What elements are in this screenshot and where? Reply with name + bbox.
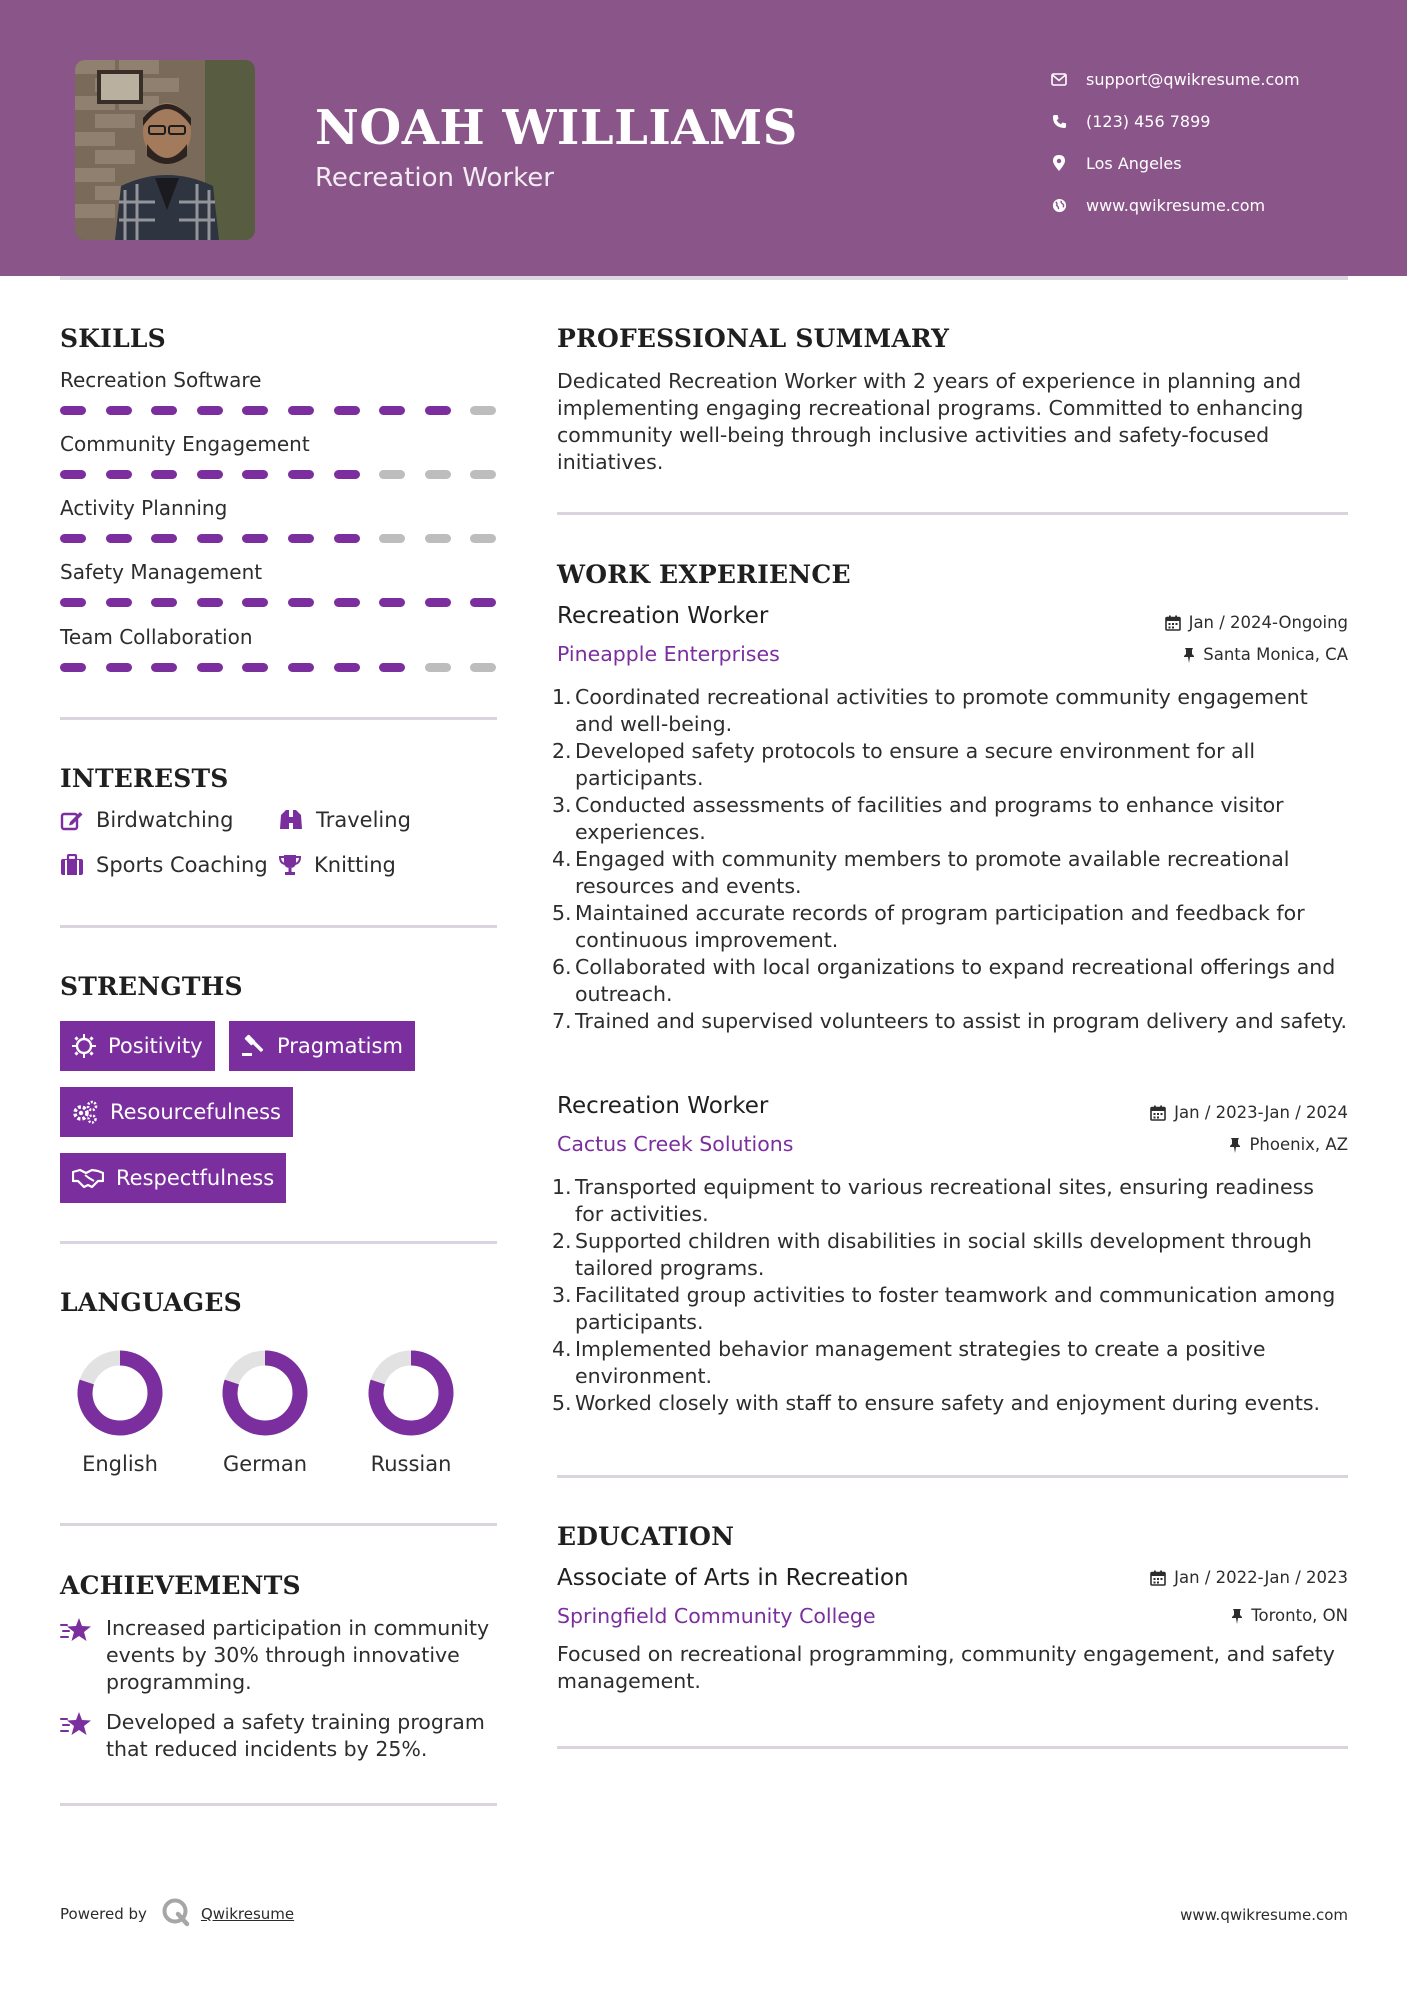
language-donut: [366, 1348, 456, 1438]
envelope-icon: [1050, 70, 1068, 88]
skill-dash-filled: [242, 663, 268, 672]
skill-dash-filled: [197, 470, 223, 479]
interests-heading: INTERESTS: [60, 764, 229, 793]
achievement-text: Developed a safety training program that reduced incidents by 25%.: [106, 1710, 485, 1761]
skill-dash-filled: [151, 470, 177, 479]
calendar-icon: [1165, 615, 1181, 631]
powered-by-text: Powered by: [60, 1905, 147, 1923]
section-divider: [60, 1241, 497, 1244]
language-name: English: [82, 1452, 158, 1476]
job-bullets: [552, 684, 1347, 1035]
section-divider: [557, 512, 1348, 515]
interest-item: [60, 853, 268, 877]
skill-dash-filled: [60, 406, 86, 415]
sun-icon: [72, 1034, 96, 1058]
contact-phone-text: (123) 456 7899: [1086, 111, 1211, 131]
language-item: [60, 1348, 180, 1476]
profile-photo-image: [75, 60, 255, 240]
achievements-heading: ACHIEVEMENTS: [60, 1571, 301, 1600]
skill-dash-empty: [470, 470, 496, 479]
skill-name: Recreation Software: [60, 368, 262, 392]
skill-dash-filled: [242, 598, 268, 607]
skills-heading: SKILLS: [60, 324, 166, 353]
strengths-heading: STRENGTHS: [60, 972, 243, 1001]
list-item: 4. Implemented behavior management strategies to create a positive environment.: [552, 1336, 1347, 1390]
pushpin-icon: [1231, 1608, 1243, 1624]
bullet-text: Supported children with disabilities in social skills development through tailored programs.: [575, 1229, 1312, 1280]
skill-dash-filled: [425, 598, 451, 607]
strength-label: Respectfulness: [116, 1166, 275, 1190]
education-location: [1231, 1606, 1348, 1625]
summary-heading: PROFESSIONAL SUMMARY: [557, 324, 950, 353]
skill-dash-filled: [288, 406, 314, 415]
skill-dash-filled: [334, 406, 360, 415]
skill-dash-filled: [242, 470, 268, 479]
gears-icon: [72, 1100, 98, 1124]
skill-dash-filled: [60, 470, 86, 479]
skill-dash-filled: [60, 598, 86, 607]
education-degree: Associate of Arts in Recreation: [557, 1565, 909, 1591]
skill-dash-filled: [334, 663, 360, 672]
education-heading: EDUCATION: [557, 1522, 735, 1551]
skill-dash-filled: [288, 470, 314, 479]
skill-dash-filled: [242, 534, 268, 543]
interest-item: [278, 808, 411, 832]
star-badge-icon: [60, 1615, 94, 1696]
job-bullets: [552, 1174, 1347, 1417]
achievement-item: [60, 1615, 500, 1696]
skill-dash-filled: [106, 470, 132, 479]
job-company: Cactus Creek Solutions: [557, 1132, 794, 1156]
skill-dash-filled: [106, 663, 132, 672]
bullet-text: Facilitated group activities to foster teamwork and communication among participants.: [575, 1283, 1336, 1334]
list-item: 5. Maintained accurate records of program participation and feedback for continuous improvement.: [552, 900, 1347, 954]
skill-dash-empty: [470, 534, 496, 543]
footer-powered-by: [60, 1897, 294, 1931]
job-dates: [1165, 613, 1348, 632]
list-item: 1. Transported equipment to various recreational sites, ensuring readiness for activities.: [552, 1174, 1347, 1228]
language-name: Russian: [370, 1452, 452, 1476]
skill-dash-filled: [334, 598, 360, 607]
interest-item: [60, 808, 233, 832]
candidate-title: Recreation Worker: [315, 163, 554, 193]
job-company: Pineapple Enterprises: [557, 642, 780, 666]
skill-dash-filled: [106, 598, 132, 607]
interest-label: Traveling: [316, 808, 411, 832]
binoculars-icon: [278, 809, 304, 831]
language-name: German: [222, 1452, 308, 1476]
trophy-icon: [278, 854, 302, 876]
interest-label: Knitting: [314, 853, 396, 877]
skill-dash-empty: [425, 470, 451, 479]
list-item: 6. Collaborated with local organizations to expand recreational offerings and outreach.: [552, 954, 1347, 1008]
bullet-text: Transported equipment to various recreational sites, ensuring readiness for activities.: [575, 1175, 1314, 1226]
skill-level-bar: [60, 406, 500, 415]
skill-dash-empty: [379, 534, 405, 543]
bullet-text: Engaged with community members to promote available recreational resources and events.: [575, 847, 1290, 898]
skill-dash-filled: [151, 534, 177, 543]
bullet-text: Developed safety protocols to ensure a secure environment for all participants.: [575, 739, 1256, 790]
star-badge-icon: [60, 1709, 94, 1763]
skill-item: [60, 625, 500, 672]
interest-label: Birdwatching: [96, 808, 234, 832]
skill-dash-filled: [334, 470, 360, 479]
skill-dash-empty: [379, 470, 405, 479]
skill-dash-filled: [288, 663, 314, 672]
skill-dash-filled: [379, 663, 405, 672]
education-dates-text: Jan / 2022-Jan / 2023: [1174, 1568, 1348, 1587]
section-divider: [60, 1523, 497, 1526]
list-item: 4. Engaged with community members to promote available recreational resources and events.: [552, 846, 1347, 900]
contact-list: [1050, 58, 1300, 226]
bullet-text: Maintained accurate records of program participation and feedback for continuous improvement.: [575, 901, 1305, 952]
section-divider: [60, 925, 497, 928]
candidate-name: NOAH WILLIAMS: [315, 100, 798, 156]
skill-dash-filled: [151, 406, 177, 415]
skill-dash-filled: [60, 663, 86, 672]
resume-header: [0, 0, 1407, 276]
contact-phone[interactable]: [1050, 100, 1300, 142]
language-donut: [220, 1348, 310, 1438]
skill-dash-filled: [151, 598, 177, 607]
gavel-icon: [241, 1034, 265, 1058]
pencil-square-icon: [60, 809, 84, 831]
strength-chip: [60, 1087, 293, 1137]
job-location-text: Phoenix, AZ: [1249, 1135, 1348, 1154]
language-item: [351, 1348, 471, 1476]
skill-item: [60, 432, 500, 479]
job-location: [1183, 645, 1348, 664]
job-dates-text: Jan / 2024-Ongoing: [1188, 613, 1348, 632]
skill-name: Activity Planning: [60, 496, 228, 520]
skill-name: Safety Management: [60, 560, 263, 584]
briefcase-icon: [60, 854, 84, 876]
achievement-text: Increased participation in community events by 30% through innovative programming.: [106, 1616, 490, 1694]
language-donut: [75, 1348, 165, 1438]
education-description: Focused on recreational programming, community engagement, and safety management.: [557, 1642, 1335, 1693]
bullet-text: Collaborated with local organizations to expand recreational offerings and outreach.: [575, 955, 1336, 1006]
qwikresume-logo-icon: [161, 1897, 191, 1931]
skill-dash-filled: [242, 406, 268, 415]
skill-dash-empty: [425, 663, 451, 672]
skill-level-bar: [60, 598, 500, 607]
profile-photo: [75, 60, 255, 240]
skill-dash-empty: [470, 406, 496, 415]
skill-level-bar: [60, 534, 500, 543]
skill-item: [60, 496, 500, 543]
contact-location-text: Los Angeles: [1086, 153, 1182, 173]
list-item: 5. Worked closely with staff to ensure safety and enjoyment during events.: [552, 1391, 1321, 1415]
education-location-text: Toronto, ON: [1251, 1606, 1348, 1625]
skill-dash-filled: [197, 598, 223, 607]
skill-dash-filled: [197, 534, 223, 543]
achievement-item: [60, 1709, 500, 1763]
bullet-text: Coordinated recreational activities to promote community engagement and well-being.: [575, 685, 1308, 736]
footer-url[interactable]: www.qwikresume.com: [1180, 1906, 1348, 1924]
skill-level-bar: [60, 470, 500, 479]
interest-item: [278, 853, 396, 877]
skill-item: [60, 368, 500, 415]
location-pin-icon: [1050, 154, 1068, 172]
section-divider: [60, 717, 497, 720]
section-divider: [557, 1475, 1348, 1478]
strength-chip: [60, 1153, 286, 1203]
skill-dash-filled: [197, 406, 223, 415]
education-dates: [1150, 1568, 1348, 1587]
calendar-icon: [1150, 1570, 1166, 1586]
calendar-icon: [1150, 1105, 1166, 1121]
header-divider: [60, 276, 1348, 280]
skill-name: Community Engagement: [60, 432, 310, 456]
job-dates-text: Jan / 2023-Jan / 2024: [1174, 1103, 1348, 1122]
bullet-text: Worked closely with staff to ensure safety and enjoyment during events.: [575, 1391, 1321, 1415]
experience-heading: WORK EXPERIENCE: [557, 560, 851, 589]
skill-dash-filled: [106, 406, 132, 415]
contact-website-text: www.qwikresume.com: [1086, 195, 1266, 215]
strength-label: Positivity: [108, 1034, 203, 1058]
list-item: 1. Coordinated recreational activities to promote community engagement and well-being.: [552, 684, 1347, 738]
job-location-text: Santa Monica, CA: [1203, 645, 1348, 664]
skill-dash-empty: [425, 534, 451, 543]
pushpin-icon: [1183, 647, 1195, 663]
list-item: 2. Supported children with disabilities in social skills development through tailored programs.: [552, 1228, 1347, 1282]
skill-dash-filled: [470, 598, 496, 607]
job-role: Recreation Worker: [557, 603, 769, 629]
list-item: 3. Facilitated group activities to foster teamwork and communication among participants.: [552, 1282, 1347, 1336]
skill-dash-filled: [334, 534, 360, 543]
list-item: 3. Conducted assessments of facilities and programs to enhance visitor experiences.: [552, 792, 1347, 846]
job-dates: [1150, 1103, 1348, 1122]
skill-dash-filled: [288, 534, 314, 543]
section-divider: [60, 1803, 497, 1806]
interest-label: Sports Coaching: [96, 853, 268, 877]
skill-dash-filled: [379, 598, 405, 607]
skill-dash-filled: [151, 663, 177, 672]
education-school: Springfield Community College: [557, 1604, 876, 1628]
skill-dash-filled: [425, 406, 451, 415]
job-role: Recreation Worker: [557, 1093, 769, 1119]
skill-name: Team Collaboration: [60, 625, 253, 649]
skill-dash-filled: [106, 534, 132, 543]
strength-label: Pragmatism: [277, 1034, 403, 1058]
languages-heading: LANGUAGES: [60, 1288, 242, 1317]
globe-icon: [1050, 196, 1068, 214]
list-item: 7. Trained and supervised volunteers to assist in program delivery and safety.: [552, 1009, 1347, 1033]
strength-chip: [60, 1021, 215, 1071]
qwikresume-link[interactable]: Qwikresume: [200, 1905, 295, 1923]
skill-dash-filled: [60, 534, 86, 543]
skill-dash-filled: [288, 598, 314, 607]
list-item: 2. Developed safety protocols to ensure a secure environment for all participants.: [552, 738, 1347, 792]
skill-item: [60, 560, 500, 607]
handshake-icon: [72, 1167, 104, 1189]
skill-level-bar: [60, 663, 500, 672]
contact-email-text: support@qwikresume.com: [1086, 69, 1300, 89]
bullet-text: Trained and supervised volunteers to assist in program delivery and safety.: [575, 1009, 1347, 1033]
contact-email[interactable]: [1050, 58, 1300, 100]
language-item: [205, 1348, 325, 1476]
skill-dash-empty: [470, 663, 496, 672]
summary-text: Dedicated Recreation Worker with 2 years of experience in planning and implementing engaging recreational programs. Committed to enhancing community well-being through inclusive activities and safety-focused initiatives.: [557, 369, 1304, 474]
strength-label: Resourcefulness: [110, 1100, 281, 1124]
bullet-text: Conducted assessments of facilities and programs to enhance visitor experiences.: [575, 793, 1284, 844]
job-location: [1229, 1135, 1348, 1154]
bullet-text: Implemented behavior management strategies to create a positive environment.: [575, 1337, 1266, 1388]
phone-icon: [1050, 112, 1068, 130]
section-divider: [557, 1746, 1348, 1749]
skill-dash-filled: [197, 663, 223, 672]
strength-chip: [229, 1021, 415, 1071]
contact-location: [1050, 142, 1300, 184]
skill-dash-filled: [379, 406, 405, 415]
pushpin-icon: [1229, 1137, 1241, 1153]
contact-website[interactable]: [1050, 184, 1300, 226]
